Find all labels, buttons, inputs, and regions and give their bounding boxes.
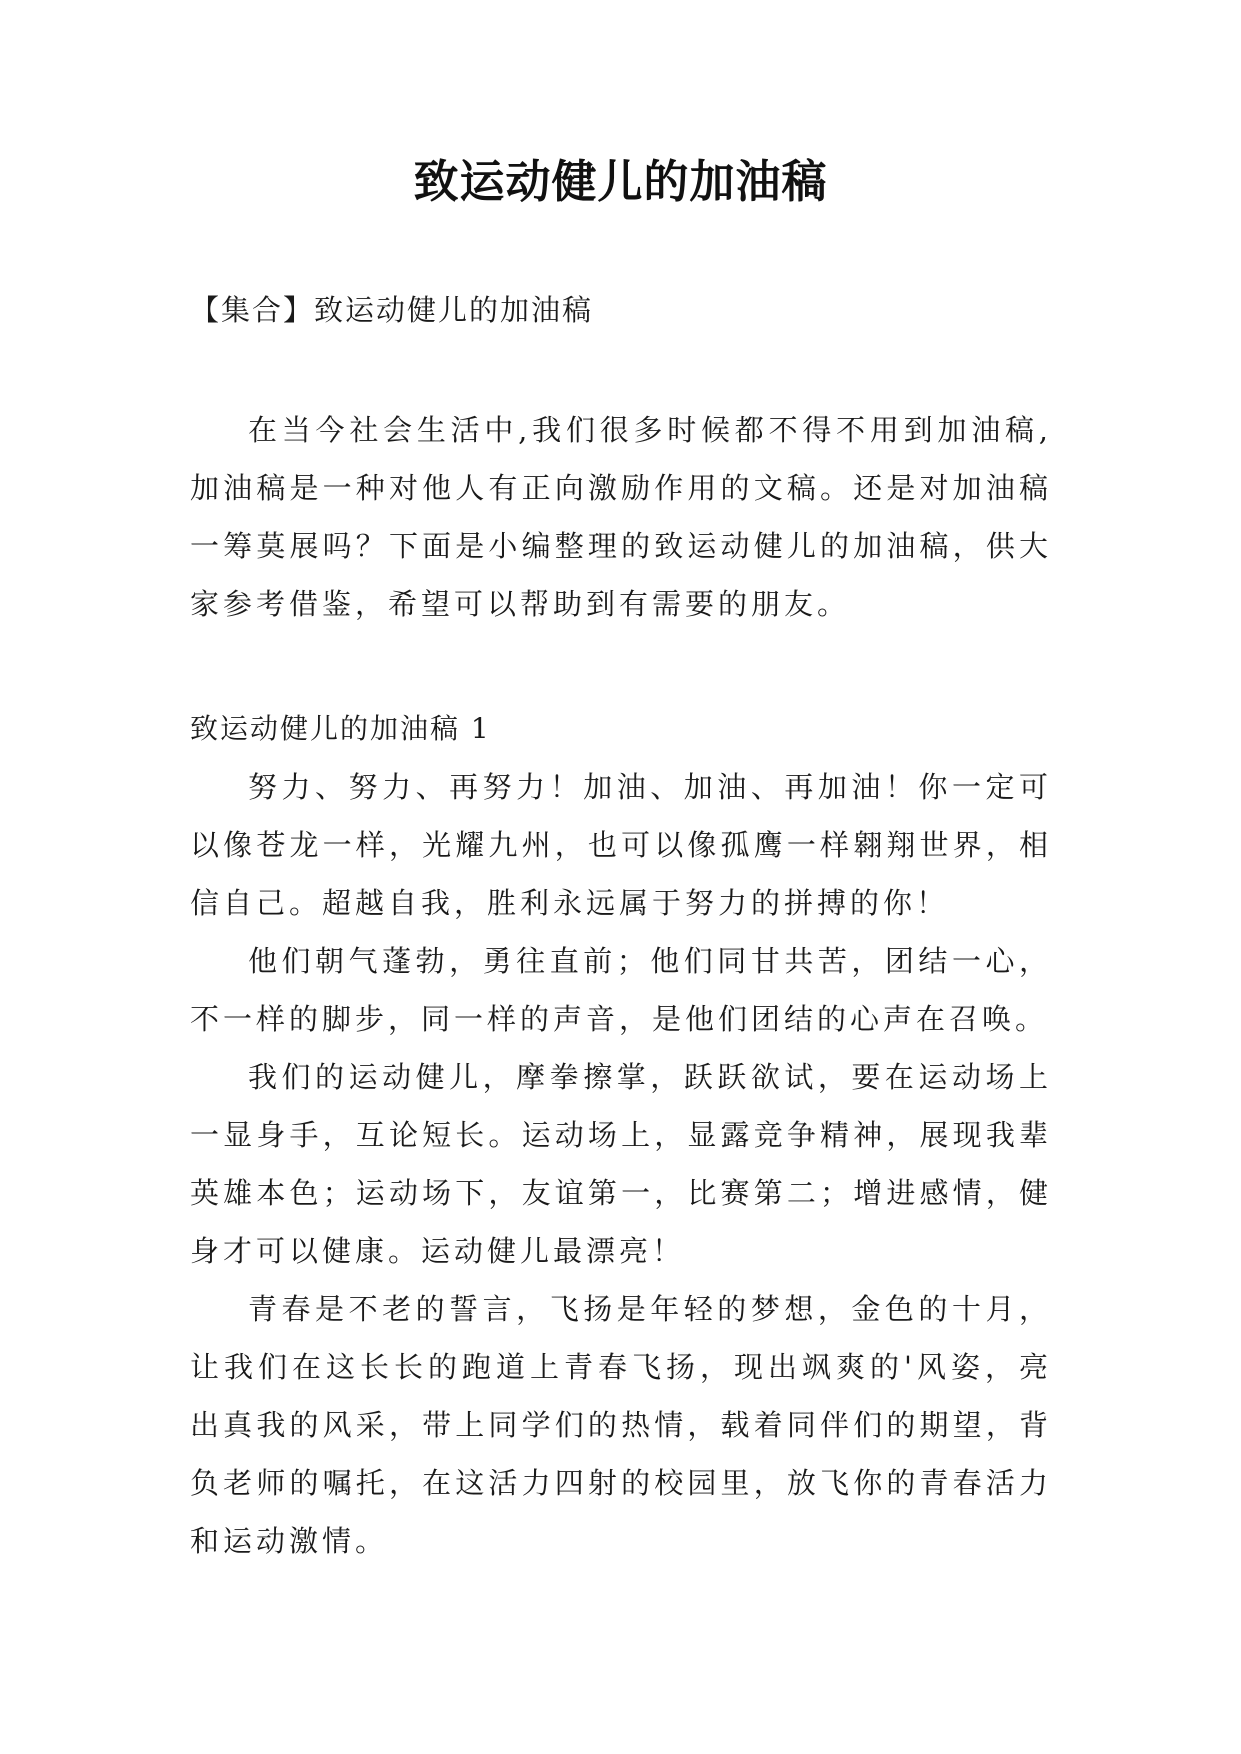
section-paragraph: 努力、努力、再努力！加油、加油、再加油！你一定可以像苍龙一样，光耀九州，也可以像孤鹰一样翱翔世界，相信自己。超越自我，胜利永远属于努力的拼搏的你！ bbox=[190, 770, 1052, 920]
document-subtitle: 【集合】致运动健儿的加油稿 bbox=[190, 293, 594, 327]
section-paragraph: 他们朝气蓬勃，勇往直前；他们同甘共苦，团结一心，不一样的脚步，同一样的声音，是他们团结的心声在召唤。 bbox=[190, 944, 1052, 1036]
section-1 bbox=[190, 700, 1052, 1570]
intro-paragraph: 在当今社会生活中,我们很多时候都不得不用到加油稿,加油稿是一种对他人有正向激励作用的文稿。还是对加油稿一筹莫展吗？下面是小编整理的致运动健儿的加油稿，供大家参考借鉴，希望可以帮助到有需要的朋友。 bbox=[190, 413, 1052, 621]
section-heading: 致运动健儿的加油稿 1 bbox=[190, 712, 491, 745]
document-title: 致运动健儿的加油稿 bbox=[413, 155, 828, 208]
section-paragraph: 青春是不老的誓言，飞扬是年轻的梦想，金色的十月，让我们在这长长的跑道上青春飞扬，现出飒爽的'风姿，亮出真我的风采，带上同学们的热情，载着同伴们的期望，背负老师的嘱托，在这活力四射的校园里，放飞你的青春活力和运动激情。 bbox=[190, 1292, 1052, 1558]
section-paragraph: 我们的运动健儿，摩拳擦掌，跃跃欲试，要在运动场上一显身手，互论短长。运动场上，显露竞争精神，展现我辈英雄本色；运动场下，友谊第一，比赛第二；增进感情，健身才可以健康。运动健儿最漂亮！ bbox=[190, 1060, 1052, 1268]
